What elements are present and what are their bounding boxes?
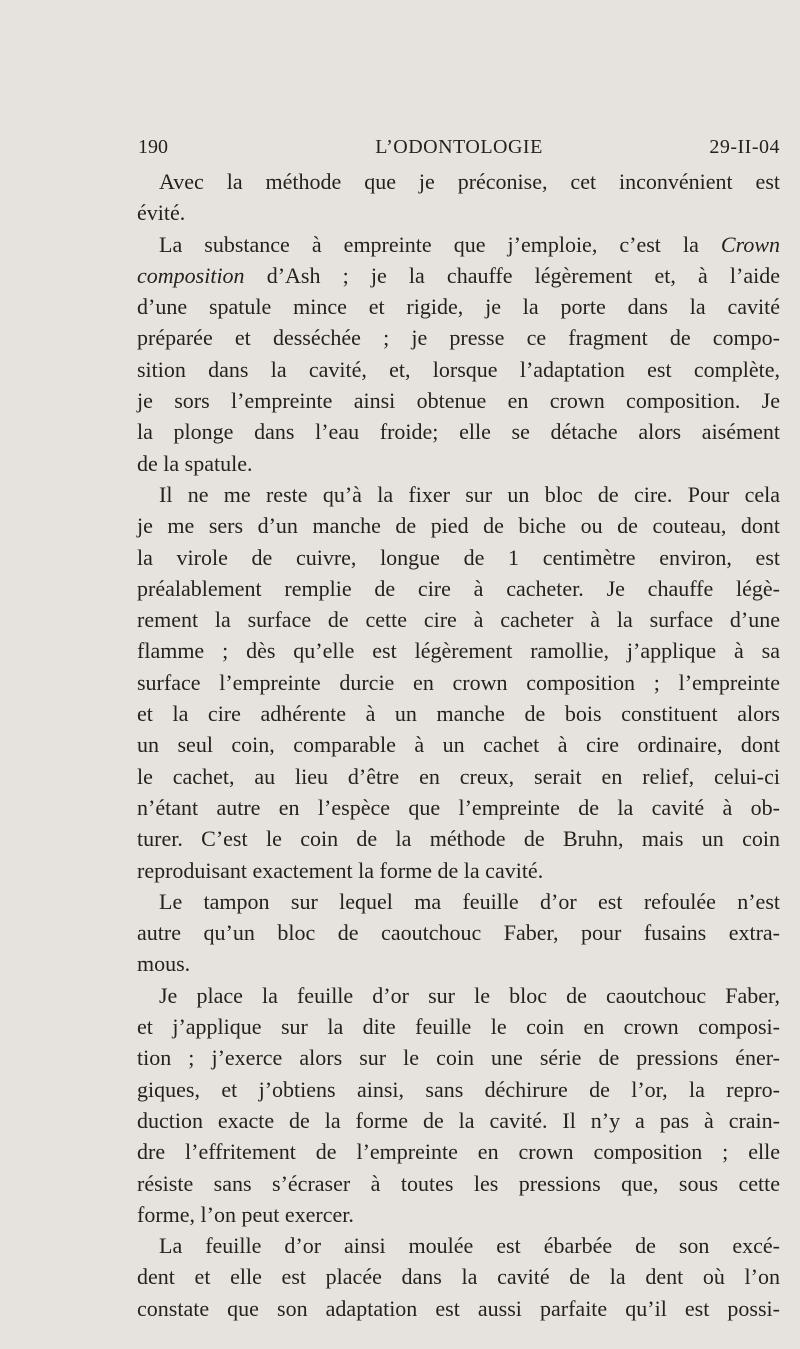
text-line: forme, l’on peut exercer. — [137, 1201, 354, 1227]
text-line: reproduisant exactement la forme de la cavité. — [137, 857, 544, 883]
text-line: giques, et j’obtiens ainsi, sans déchirure de l’or, la repro- — [137, 1076, 780, 1102]
running-head — [138, 133, 780, 161]
italic-text: composition — [137, 262, 245, 288]
text-line: autre qu’un bloc de caoutchouc Faber, pour fusains extra- — [137, 920, 780, 946]
text-line: La feuille d’or ainsi moulée est ébarbée de son excé- — [159, 1233, 780, 1259]
text-line: d’une spatule mince et rigide, je la porte dans la cavité — [137, 294, 780, 320]
text-line: la virole de cuivre, longue de 1 centimètre environ, est — [137, 544, 780, 570]
text-line: duction exacte de la forme de la cavité. Il n’y a pas à crain- — [137, 1107, 780, 1133]
text-line: flamme ; dès qu’elle est légèrement ramollie, j’applique à sa — [137, 638, 780, 664]
text-line: Avec la méthode que je préconise, cet inconvénient est — [159, 169, 780, 194]
text-line: je sors l’empreinte ainsi obtenue en crown composition. Je — [137, 388, 780, 414]
text-line: sition dans la cavité, et, lorsque l’adaptation est complète, — [137, 356, 780, 382]
text-line: Il ne me reste qu’à la fixer sur un bloc de cire. Pour cela — [159, 481, 780, 507]
issue-date: 29-II-04 — [709, 136, 780, 158]
text-line: préparée et desséchée ; je presse ce fragment de compo- — [137, 325, 780, 351]
article-body — [137, 166, 780, 1324]
journal-title: L’ODONTOLOGIE — [375, 136, 543, 158]
text-line: je me sers d’un manche de pied de biche ou de couteau, dont — [137, 513, 780, 539]
italic-text: Crown — [720, 231, 780, 257]
text-line — [137, 229, 780, 260]
text-line: et la cire adhérente à un manche de bois constituent alors — [137, 701, 780, 727]
text-line: de la spatule. — [137, 450, 253, 476]
text-line: turer. C’est le coin de la méthode de Bruhn, mais un coin — [137, 826, 780, 852]
text-line: résiste sans s’écraser à toutes les pressions que, sous cette — [137, 1170, 780, 1196]
text-line — [137, 260, 780, 291]
text-line: Le tampon sur lequel ma feuille d’or est refoulée n’est — [159, 888, 780, 914]
text-span: La substance à empreinte que j’emploie, c’est la — [159, 231, 721, 257]
text-line: constate que son adaptation est aussi parfaite qu’il est possi- — [137, 1295, 780, 1321]
page-number: 190 — [138, 136, 168, 158]
text-line: Je place la feuille d’or sur le bloc de caoutchouc Faber, — [159, 982, 780, 1008]
text-line: dent et elle est placée dans la cavité de la dent où l’on — [137, 1264, 780, 1290]
text-line: rement la surface de cette cire à cacheter à la surface d’une — [137, 607, 780, 633]
text-line: et j’applique sur la dite feuille le coin en crown composi- — [137, 1014, 780, 1040]
text-line: préalablement remplie de cire à cacheter. Je chauffe légè- — [137, 575, 780, 601]
text-line: mous. — [137, 951, 191, 977]
text-line: un seul coin, comparable à un cachet à cire ordinaire, dont — [137, 732, 780, 758]
text-line: n’étant autre en l’espèce que l’empreinte de la cavité à ob- — [137, 794, 780, 820]
text-line: dre l’effritement de l’empreinte en crown composition ; elle — [137, 1139, 780, 1165]
text-line: évité. — [137, 200, 186, 226]
text-span: d’Ash ; je la chauffe légèrement et, à l’aide — [244, 262, 780, 288]
text-line: le cachet, au lieu d’être en creux, serait en relief, celui-ci — [137, 763, 780, 789]
text-line: tion ; j’exerce alors sur le coin une série de pressions éner- — [137, 1045, 780, 1071]
text-line: surface l’empreinte durcie en crown composition ; l’empreinte — [137, 669, 780, 695]
text-line: la plonge dans l’eau froide; elle se détache alors aisément — [137, 419, 780, 445]
